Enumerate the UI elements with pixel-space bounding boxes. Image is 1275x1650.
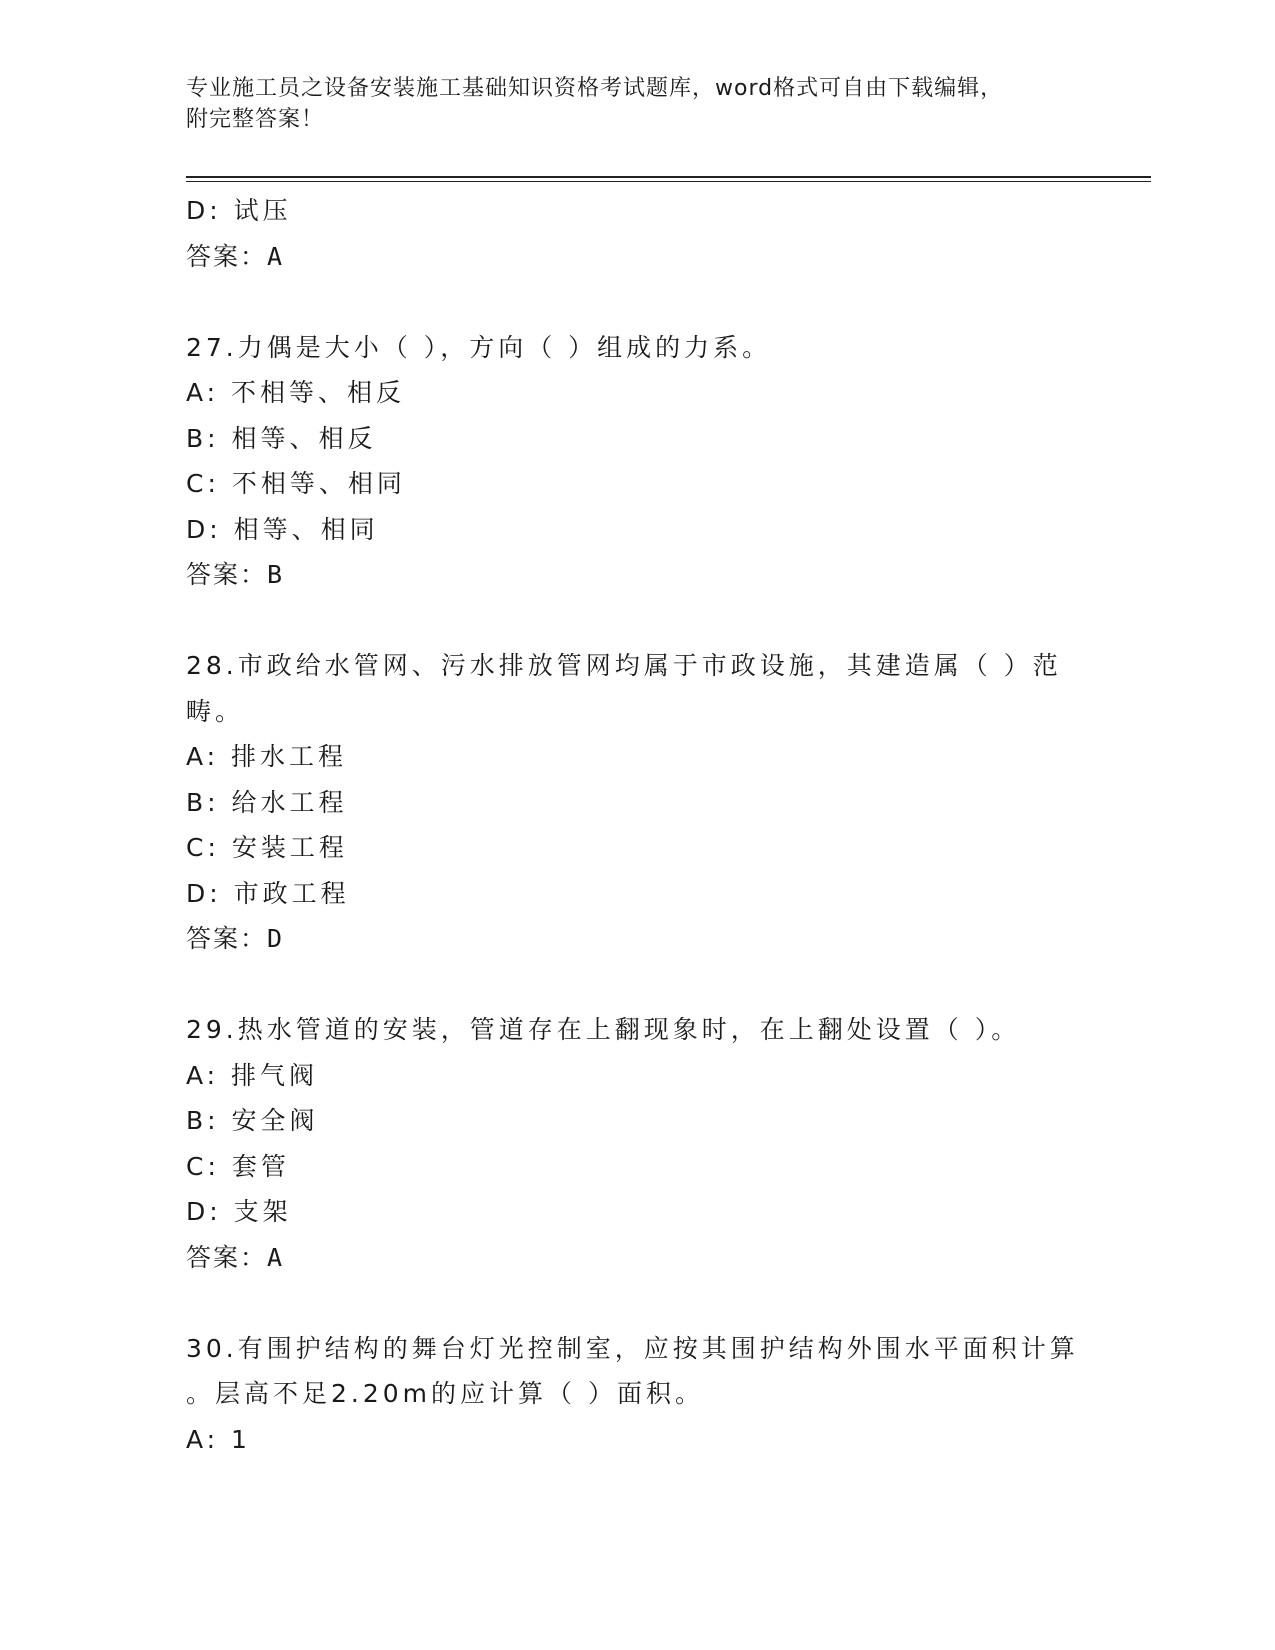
document-header xyxy=(186,73,1066,135)
question-29 xyxy=(186,1007,1086,1280)
header-line-2: 附完整答案！ xyxy=(186,107,325,132)
question-28 xyxy=(186,643,1086,962)
option-a: A: 不相等、相反 xyxy=(186,378,406,407)
answer-line xyxy=(186,234,1086,280)
option-c: C: 套管 xyxy=(186,1151,290,1181)
answer-label: 答案： xyxy=(186,924,268,953)
answer-value: A xyxy=(267,241,283,271)
question-stem-line-1: 28.市政给水管网、污水排放管网均属于市政设施，其建造属（ ）范 xyxy=(186,651,1062,680)
option-a: A: 1 xyxy=(186,1424,251,1454)
question-27 xyxy=(186,325,1086,598)
header-divider-thin xyxy=(186,181,1151,182)
question-stem-line-2: 畴。 xyxy=(186,696,245,726)
option-b: B: 安全阀 xyxy=(186,1106,319,1135)
answer-line xyxy=(186,552,1086,598)
answer-label: 答案： xyxy=(186,560,268,589)
question-30 xyxy=(186,1326,1086,1463)
header-line-1: 专业施工员之设备安装施工基础知识资格考试题库，word格式可自由下载编辑， xyxy=(186,76,1004,101)
answer-line xyxy=(186,916,1086,962)
answer-value: A xyxy=(267,1242,283,1272)
question-stem-line-2: 。层高不足2.20m的应计算（ ）面积。 xyxy=(186,1379,704,1408)
option-d: D: 支架 xyxy=(186,1197,292,1226)
option-a: A: 排气阀 xyxy=(186,1060,319,1090)
answer-label: 答案： xyxy=(186,241,268,271)
option-d: D: 市政工程 xyxy=(186,878,350,908)
spacer xyxy=(186,598,1086,644)
question-list xyxy=(186,188,1086,1462)
spacer xyxy=(186,279,1086,325)
answer-label: 答案： xyxy=(186,1242,268,1272)
question-stem-line-1: 30.有围护结构的舞台灯光控制室，应按其围护结构外围水平面积计算 xyxy=(186,1333,1079,1363)
option-b: B: 相等、相反 xyxy=(186,423,377,453)
option-d: D: 相等、相同 xyxy=(186,514,379,544)
answer-value: B xyxy=(267,560,283,589)
header-divider-thick xyxy=(186,176,1151,178)
answer-value: D xyxy=(267,924,283,953)
spacer xyxy=(186,962,1086,1008)
answer-line xyxy=(186,1235,1086,1281)
option-b: B: 给水工程 xyxy=(186,787,348,817)
option-a: A: 排水工程 xyxy=(186,742,348,771)
question-stem: 27.力偶是大小（ ），方向（ ）组成的力系。 xyxy=(186,332,772,362)
spacer xyxy=(186,1280,1086,1326)
question-stem: 29.热水管道的安装，管道存在上翻现象时，在上翻处设置（ ）。 xyxy=(186,1015,1021,1044)
option-d: D: 试压 xyxy=(186,196,292,225)
option-c: C: 不相等、相同 xyxy=(186,469,406,498)
option-c: C: 安装工程 xyxy=(186,833,348,862)
